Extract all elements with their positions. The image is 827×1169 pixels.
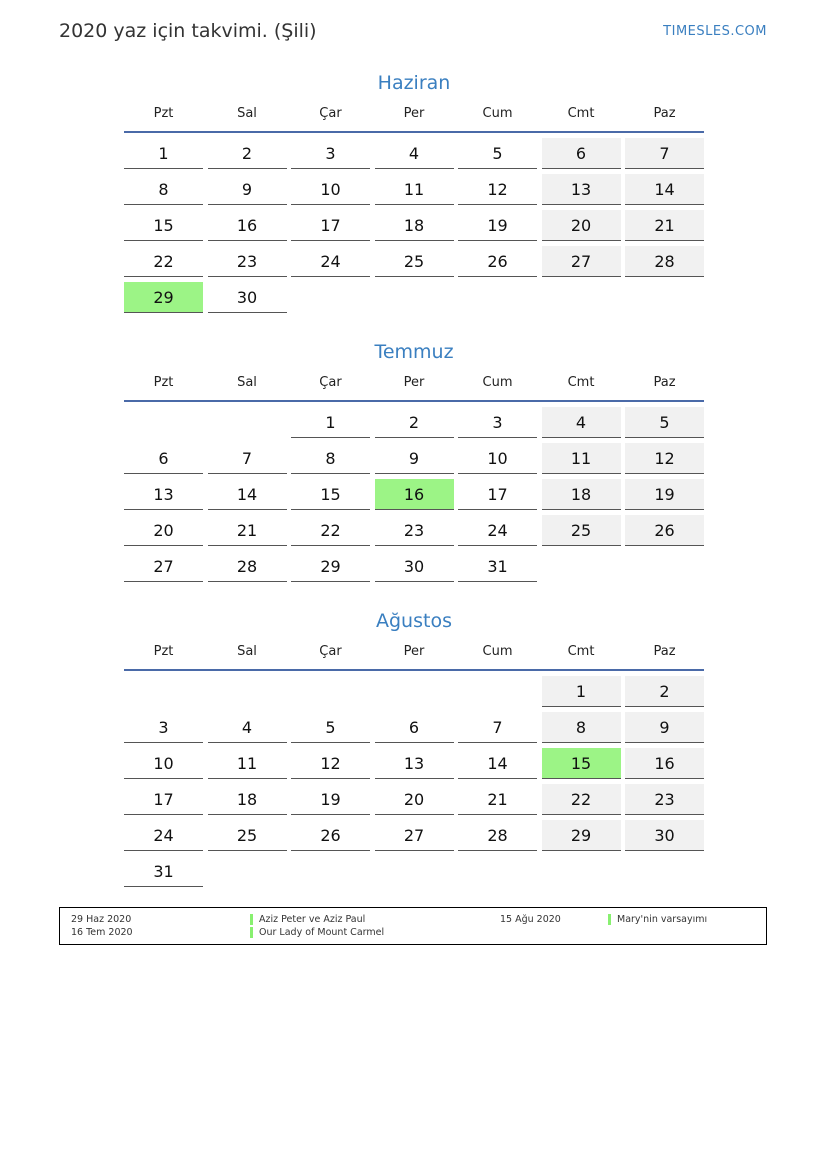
day-cell: 23: [375, 515, 454, 546]
day-cell: 28: [458, 820, 537, 851]
day-cell: 19: [458, 210, 537, 241]
day-cell: 10: [124, 748, 203, 779]
weekday-label: Cum: [482, 106, 513, 121]
day-cell: 18: [542, 479, 621, 510]
weekday-label: Cmt: [567, 106, 595, 121]
day-cell: 20: [542, 210, 621, 241]
day-cell: 24: [124, 820, 203, 851]
day-grid: [124, 676, 704, 887]
day-cell: 22: [542, 784, 621, 815]
legend-row: [60, 926, 766, 939]
weekday-label: Paz: [653, 106, 676, 121]
weekday-label: Çar: [319, 106, 342, 121]
day-cell: 19: [291, 784, 370, 815]
legend-row: [60, 913, 766, 926]
day-cell: 21: [458, 784, 537, 815]
weekday-label: Cum: [482, 644, 513, 659]
day-cell: 17: [458, 479, 537, 510]
legend-date: 15 Ağu 2020: [500, 914, 561, 925]
empty-day-cell: [291, 676, 370, 707]
empty-day-cell: [208, 676, 287, 707]
day-cell: 25: [375, 246, 454, 277]
weekday-label: Per: [403, 644, 425, 659]
day-cell: 24: [291, 246, 370, 277]
day-cell: 18: [375, 210, 454, 241]
day-cell: 28: [208, 551, 287, 582]
weekday-label: Cmt: [567, 644, 595, 659]
day-cell: 11: [542, 443, 621, 474]
day-cell: 25: [208, 820, 287, 851]
month-august: [124, 609, 704, 887]
day-cell: 4: [542, 407, 621, 438]
legend-date: 16 Tem 2020: [71, 927, 133, 938]
day-cell: 18: [208, 784, 287, 815]
day-cell: 12: [625, 443, 704, 474]
day-cell: 30: [625, 820, 704, 851]
day-cell: 13: [542, 174, 621, 205]
day-cell: 6: [375, 712, 454, 743]
day-cell: 9: [208, 174, 287, 205]
day-cell: 15: [291, 479, 370, 510]
empty-day-cell: [375, 676, 454, 707]
day-cell: 11: [208, 748, 287, 779]
day-cell: 3: [291, 138, 370, 169]
day-cell: 23: [208, 246, 287, 277]
empty-day-cell: [208, 407, 287, 438]
day-cell: 2: [208, 138, 287, 169]
day-cell: 31: [124, 856, 203, 887]
holiday-day-cell: 29: [124, 282, 203, 313]
weekday-label: Sal: [237, 375, 257, 390]
weekday-header: [124, 106, 704, 133]
legend-holiday-name: Our Lady of Mount Carmel: [259, 927, 385, 938]
day-cell: 26: [625, 515, 704, 546]
day-cell: 10: [458, 443, 537, 474]
day-cell: 22: [124, 246, 203, 277]
month-june: [124, 71, 704, 313]
day-cell: 2: [375, 407, 454, 438]
holiday-legend: [59, 907, 767, 945]
empty-day-cell: [124, 407, 203, 438]
day-cell: 8: [542, 712, 621, 743]
day-cell: 13: [124, 479, 203, 510]
weekday-label: Cum: [482, 375, 513, 390]
weekday-label: Çar: [319, 644, 342, 659]
day-cell: 1: [291, 407, 370, 438]
weekday-label: Paz: [653, 644, 676, 659]
legend-date: 29 Haz 2020: [71, 914, 132, 925]
holiday-day-cell: 16: [375, 479, 454, 510]
day-cell: 11: [375, 174, 454, 205]
weekday-label: Cmt: [567, 375, 595, 390]
day-grid: [124, 138, 704, 313]
weekday-header: [124, 644, 704, 671]
day-cell: 9: [375, 443, 454, 474]
day-cell: 4: [375, 138, 454, 169]
day-cell: 2: [625, 676, 704, 707]
day-cell: 1: [124, 138, 203, 169]
day-cell: 12: [291, 748, 370, 779]
holiday-marker: [250, 914, 253, 925]
day-cell: 26: [291, 820, 370, 851]
day-cell: 30: [375, 551, 454, 582]
day-cell: 26: [458, 246, 537, 277]
day-cell: 8: [124, 174, 203, 205]
month-name: Haziran: [377, 72, 451, 94]
legend-holiday-name: Aziz Peter ve Aziz Paul: [259, 914, 366, 925]
day-cell: 29: [291, 551, 370, 582]
weekday-label: Sal: [237, 106, 257, 121]
day-cell: 17: [291, 210, 370, 241]
month-name: Temmuz: [374, 341, 454, 363]
day-cell: 27: [124, 551, 203, 582]
day-cell: 6: [542, 138, 621, 169]
day-cell: 13: [375, 748, 454, 779]
day-cell: 10: [291, 174, 370, 205]
day-cell: 12: [458, 174, 537, 205]
day-cell: 5: [458, 138, 537, 169]
weekday-label: Per: [403, 375, 425, 390]
weekday-label: Sal: [237, 644, 257, 659]
day-cell: 16: [208, 210, 287, 241]
day-cell: 25: [542, 515, 621, 546]
empty-day-cell: [124, 676, 203, 707]
day-cell: 22: [291, 515, 370, 546]
day-cell: 24: [458, 515, 537, 546]
day-cell: 21: [208, 515, 287, 546]
weekday-header: [124, 375, 704, 402]
day-cell: 14: [208, 479, 287, 510]
day-cell: 8: [291, 443, 370, 474]
day-grid: [124, 407, 704, 582]
day-cell: 27: [375, 820, 454, 851]
holiday-marker: [608, 914, 611, 925]
day-cell: 27: [542, 246, 621, 277]
day-cell: 4: [208, 712, 287, 743]
day-cell: 7: [458, 712, 537, 743]
day-cell: 23: [625, 784, 704, 815]
weekday-label: Pzt: [153, 644, 174, 659]
empty-day-cell: [458, 676, 537, 707]
page-title: 2020 yaz için takvimi. (Şili): [59, 20, 317, 42]
holiday-day-cell: 15: [542, 748, 621, 779]
weekday-label: Pzt: [153, 375, 174, 390]
day-cell: 20: [375, 784, 454, 815]
day-cell: 9: [625, 712, 704, 743]
day-cell: 5: [291, 712, 370, 743]
day-cell: 7: [208, 443, 287, 474]
month-name: Ağustos: [376, 610, 452, 632]
day-cell: 14: [625, 174, 704, 205]
weekday-label: Paz: [653, 375, 676, 390]
legend-holiday-name: Mary'nin varsayımı: [617, 914, 708, 925]
day-cell: 21: [625, 210, 704, 241]
day-cell: 16: [625, 748, 704, 779]
day-cell: 1: [542, 676, 621, 707]
day-cell: 3: [124, 712, 203, 743]
brand-link[interactable]: TIMESLES.COM: [663, 24, 767, 39]
day-cell: 19: [625, 479, 704, 510]
day-cell: 17: [124, 784, 203, 815]
weekday-label: Pzt: [153, 106, 174, 121]
weekday-label: Per: [403, 106, 425, 121]
day-cell: 6: [124, 443, 203, 474]
day-cell: 30: [208, 282, 287, 313]
day-cell: 5: [625, 407, 704, 438]
day-cell: 20: [124, 515, 203, 546]
day-cell: 3: [458, 407, 537, 438]
day-cell: 28: [625, 246, 704, 277]
day-cell: 29: [542, 820, 621, 851]
day-cell: 31: [458, 551, 537, 582]
day-cell: 15: [124, 210, 203, 241]
day-cell: 7: [625, 138, 704, 169]
month-july: [124, 340, 704, 582]
weekday-label: Çar: [319, 375, 342, 390]
holiday-marker: [250, 927, 253, 938]
day-cell: 14: [458, 748, 537, 779]
